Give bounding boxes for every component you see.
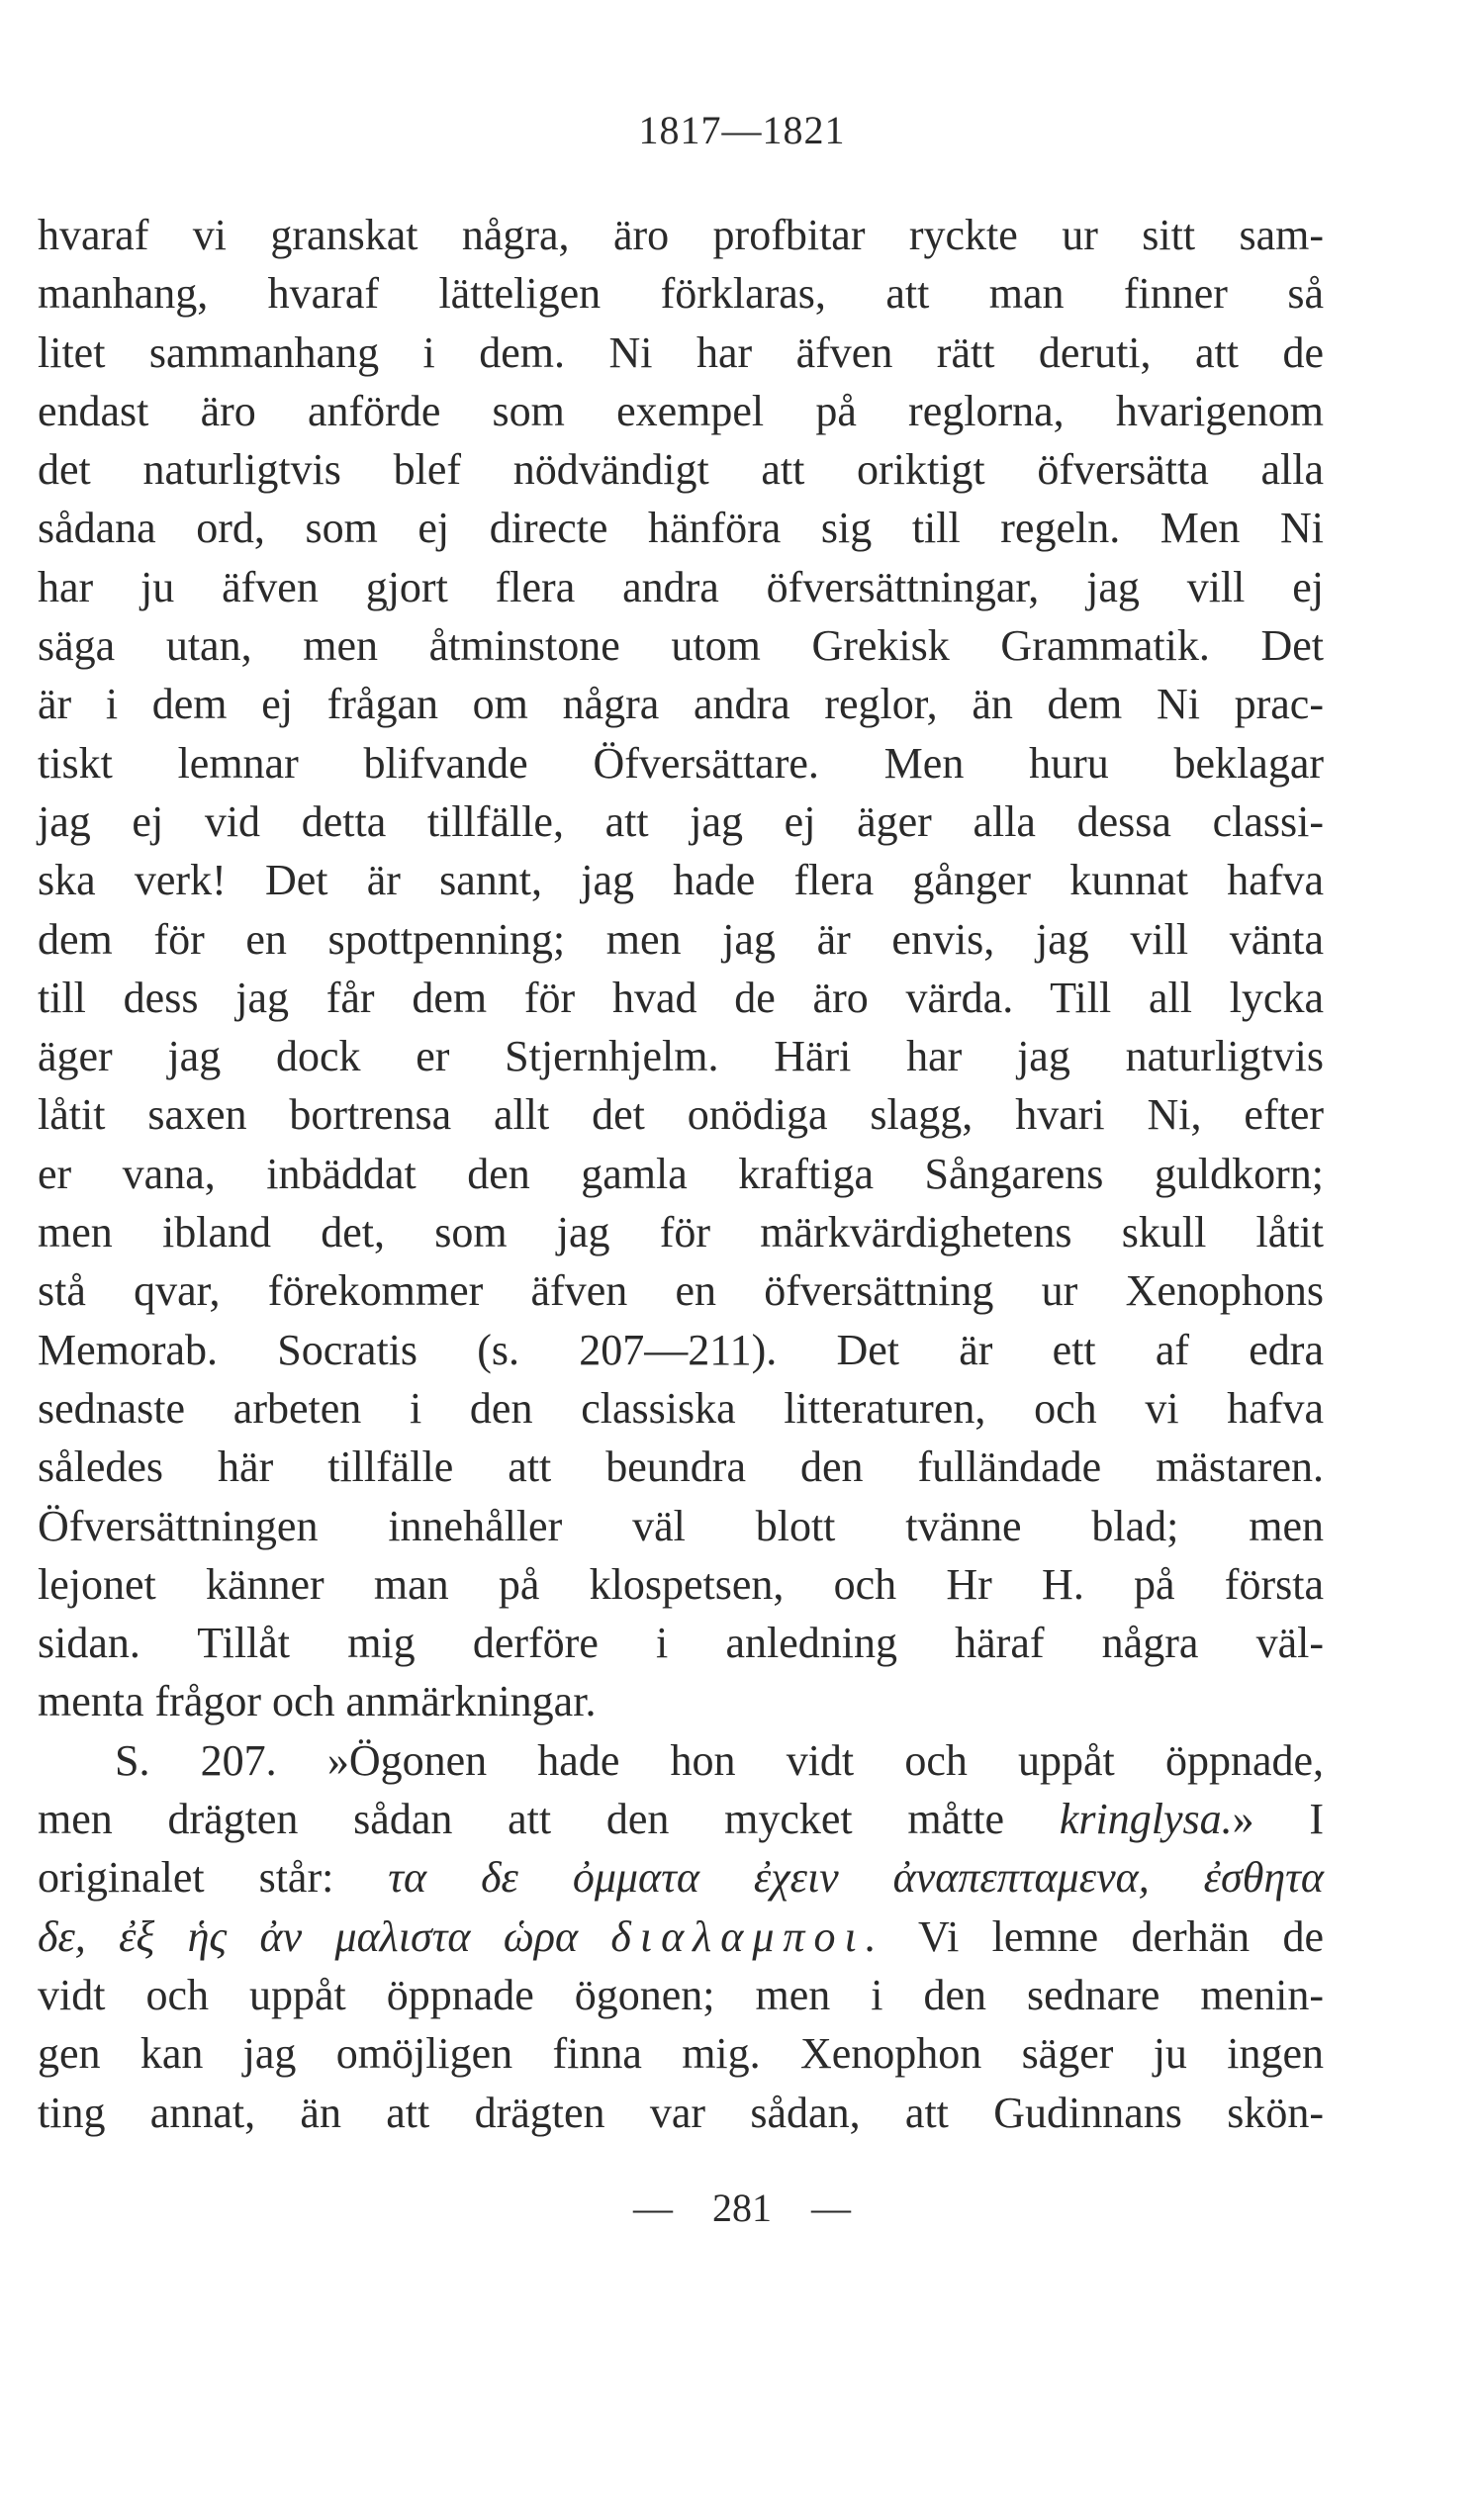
text-line: Öfversättningen innehåller väl blott tvänne blad; men [38, 1501, 1324, 1550]
running-head: 1817—1821 [638, 108, 846, 152]
body-text [38, 206, 1324, 2142]
text-run: » I [1232, 1795, 1325, 1844]
text-line: dem för en spottpenning; men jag är envis, jag vill vänta [38, 914, 1324, 964]
text-line: men ibland det, som jag för märkvärdighetens skull låtit [38, 1208, 1324, 1257]
greek-quote: δε, ἐξ ἡς ἀν μαλιστα ὡρα [38, 1911, 579, 1961]
folio-dash-left: — [633, 2186, 673, 2230]
text-line: äger jag dock er Stjernhjelm. Häri har jag naturligtvis [38, 1032, 1324, 1081]
text-line: ska verk! Det är sannt, jag hade flera gånger kunnat hafva [38, 856, 1324, 905]
text-line: jag ej vid detta tillfälle, att jag ej äger alla dessa classi- [38, 796, 1324, 846]
text-run: men drägten sådan att den mycket måtte [38, 1795, 1005, 1844]
text-line: säga utan, men åtminstone utom Grekisk Grammatik. Det [38, 621, 1324, 671]
text-line: manhang, hvaraf lätteligen förklaras, att man finner så [38, 269, 1324, 319]
text-line: stå qvar, förekommer äfven en öfversättning ur Xenophons [38, 1266, 1324, 1316]
text-line: Memorab. Socratis (s. 207—211). Det är ett af edra [38, 1325, 1324, 1374]
italic-word: kringlysa. [1059, 1795, 1233, 1844]
text-line: sådana ord, som ej directe hänföra sig till regeln. Men Ni [38, 504, 1324, 553]
text-line: är i dem ej frågan om några andra reglor, än dem Ni prac- [38, 680, 1324, 729]
text-line [38, 1790, 1324, 1848]
text-line [38, 1848, 1324, 1907]
text-line: låtit saxen bortrensa allt det onödiga slagg, hvari Ni, efter [38, 1090, 1324, 1140]
text-line: tiskt lemnar blifvande Öfversättare. Men huru beklagar [38, 738, 1324, 788]
paragraph-start-line: S. 207. »Ögonen hade hon vidt och uppåt öppnade, [115, 1735, 1324, 1785]
folio-number: 281 [712, 2186, 772, 2230]
page-number [0, 2185, 1484, 2231]
greek-quote: τα δε ὀμματα ἐχειν ἀναπεπταμενα, ἐσθητα [388, 1853, 1324, 1903]
text-line: har ju äfven gjort flera andra öfversättningar, jag vill ej [38, 562, 1324, 611]
text-line: lejonet känner man på klospetsen, och Hr H. på första [38, 1559, 1324, 1609]
folio-dash-right: — [811, 2186, 851, 2230]
text-line [38, 1907, 1324, 1966]
text-run: Vi lemne derhän de [918, 1911, 1325, 1961]
text-line: sednaste arbeten i den classiska litteraturen, och vi hafva [38, 1383, 1324, 1433]
text-line: litet sammanhang i dem. Ni har äfven rätt deruti, att de [38, 327, 1324, 377]
text-line: vidt och uppåt öppnade ögonen; men i den sednare menin- [38, 1970, 1324, 2019]
text-line: menta frågor och anmärkningar. [38, 1677, 597, 1726]
text-line: till dess jag får dem för hvad de äro värda. Till all lycka [38, 973, 1324, 1022]
text-line: ting annat, än att drägten var sådan, att Gudinnans skön- [38, 2088, 1324, 2137]
text-line: gen kan jag omöjligen finna mig. Xenophon säger ju ingen [38, 2029, 1324, 2079]
text-line: sidan. Tillåt mig derföre i anledning häraf några väl- [38, 1619, 1324, 1668]
text-line: er vana, inbäddat den gamla kraftiga Sångarens guldkorn; [38, 1149, 1324, 1198]
greek-spaced-word: διαλαμποι. [610, 1911, 885, 1961]
text-run: originalet står: [38, 1853, 334, 1903]
text-line: således här tillfälle att beundra den fulländade mästaren. [38, 1442, 1324, 1492]
text-line: hvaraf vi granskat några, äro profbitar ryckte ur sitt sam- [38, 211, 1324, 259]
text-line: det naturligtvis blef nödvändigt att oriktigt öfversätta alla [38, 445, 1324, 495]
text-line: endast äro anförde som exempel på reglorna, hvarigenom [38, 386, 1324, 435]
